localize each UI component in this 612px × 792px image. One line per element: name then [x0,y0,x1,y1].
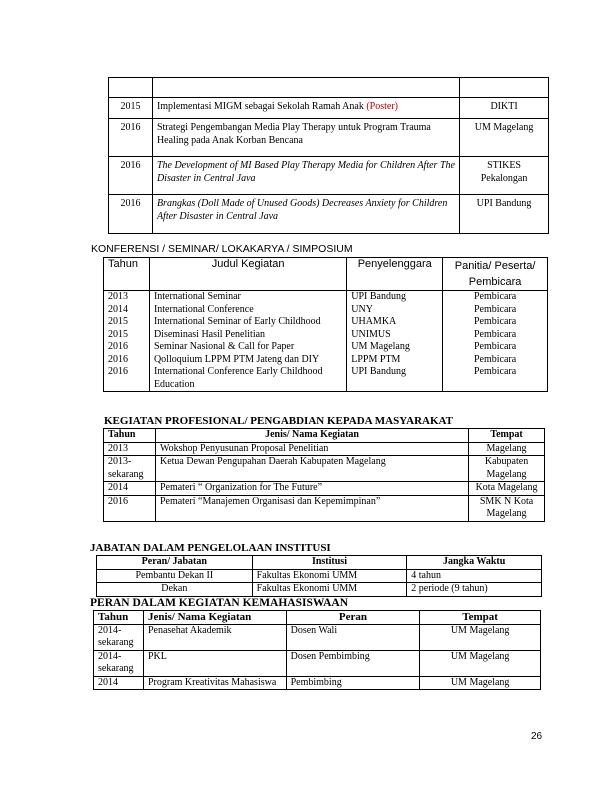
profesional-heading: KEGIATAN PROFESIONAL/ PENGABDIAN KEPADA MASYARAKAT [104,415,453,427]
year-cell: 2014 [94,676,144,690]
table-row [109,78,549,98]
table-row [109,195,549,234]
role-cell: Pembicara [443,316,548,329]
header-title: Judul Kegiatan [149,258,346,291]
title-cell: Implementasi MIGM sebagai Sekolah Ramah Anak (Poster) [152,98,459,119]
funder-cell: DIKTI [460,98,549,119]
period-cell: 4 tahun [407,569,542,583]
year-cell [109,78,153,98]
table-row [104,329,548,342]
funder-cell: UPI Bandung [460,195,549,234]
jabatan-table [96,555,542,597]
role-cell: Pembicara [443,366,548,392]
activity-cell: Ketua Dewan Pengupahan Daerah Kabupaten Magelang [155,456,468,482]
organizer-cell: UM Magelang [347,341,443,354]
place-cell: Kabupaten Magelang [469,456,545,482]
institution-cell: Fakultas Ekonomi UMM [252,569,407,583]
title-cell: The Development of MI Based Play Therapy Media for Children After The Disaster in Central Java [152,157,459,195]
table-row [104,341,548,354]
header-role: Panitia/ Peserta/ Pembicara [443,258,548,291]
table-header-row [94,611,541,625]
header-role: Peran [286,611,420,625]
header-period: Jangka Waktu [407,556,542,570]
activity-cell: Penasehat Akademik [143,624,286,650]
table-row [97,583,542,597]
organizer-cell: UNY [347,304,443,317]
funder-cell: STIKES Pekalongan [460,157,549,195]
year-cell: 2014 [104,304,150,317]
role-cell: Pembicara [443,354,548,367]
table-row [104,316,548,329]
activity-cell: Pemateri “Manajemen Organisasi dan Kepemimpinan” [155,495,468,521]
title-cell: International Seminar [149,291,346,304]
activity-cell: Program Kreativitas Mahasiswa [143,676,286,690]
header-place: Tempat [469,429,545,443]
table-header-row [97,556,542,570]
organizer-cell: UNIMUS [347,329,443,342]
title-cell: International Conference [149,304,346,317]
year-cell: 2016 [109,119,153,157]
role-cell: Dosen Pembimbing [286,650,420,676]
jabatan-heading: JABATAN DALAM PENGELOLAAN INSTITUSI [90,542,331,554]
role-cell: Dosen Wali [286,624,420,650]
table-row [109,157,549,195]
organizer-cell: UHAMKA [347,316,443,329]
role-cell: Pembicara [443,291,548,304]
funder-cell [460,78,549,98]
year-cell: 2016 [104,341,150,354]
institution-cell: Fakultas Ekonomi UMM [252,583,407,597]
title-cell: International Conference Early Childhood Education [149,366,346,392]
year-cell: 2016 [104,495,156,521]
table-row [104,482,545,496]
year-cell: 2015 [104,316,150,329]
header-activity: Jenis/ Nama Kegiatan [143,611,286,625]
activity-cell: Wokshop Penyusunan Proposal Penelitian [155,442,468,456]
title-cell: Brangkas (Doll Made of Unused Goods) Decreases Anxiety for Children After Disaster in Central Java [152,195,459,234]
role-cell: Pembicara [443,304,548,317]
period-cell: 2 periode (9 tahun) [407,583,542,597]
title-cell: Diseminasi Hasil Penelitian [149,329,346,342]
table-row [104,456,545,482]
header-role: Peran/ Jabatan [97,556,253,570]
kemahasiswaan-table [93,610,541,690]
year-cell: 2016 [109,195,153,234]
title-cell [152,78,459,98]
table-row [104,291,548,304]
activity-cell: Pemateri “ Organization for The Future” [155,482,468,496]
place-cell: Kota Magelang [469,482,545,496]
place-cell: Magelang [469,442,545,456]
role-cell: Pembimbing [286,676,420,690]
role-cell: Pembantu Dekan II [97,569,253,583]
research-table [108,77,549,234]
table-header-row [104,258,548,291]
title-cell: Seminar Nasional & Call for Paper [149,341,346,354]
year-cell: 2014-sekarang [94,624,144,650]
role-cell: Dekan [97,583,253,597]
table-row [94,624,541,650]
title-cell: Qolloquium LPPM PTM Jateng dan DIY [149,354,346,367]
organizer-cell: LPPM PTM [347,354,443,367]
place-cell: SMK N Kota Magelang [469,495,545,521]
table-row [94,676,541,690]
year-cell: 2014 [104,482,156,496]
year-cell: 2016 [109,157,153,195]
table-row [104,304,548,317]
funder-cell: UM Magelang [460,119,549,157]
header-activity: Jenis/ Nama Kegiatan [155,429,468,443]
year-cell: 2014-sekarang [94,650,144,676]
place-cell: UM Magelang [420,676,541,690]
konferensi-heading: KONFERENSI / SEMINAR/ LOKAKARYA / SIMPOSIUM [91,243,353,255]
title-cell: Strategi Pengembangan Media Play Therapy untuk Program Trauma Healing pada Anak Korban Bencana [152,119,459,157]
header-organizer: Penyelenggara [347,258,443,291]
role-cell: Pembicara [443,329,548,342]
header-year: Tahun [104,258,150,291]
profesional-table [103,428,545,522]
year-cell: 2015 [109,98,153,119]
table-row [104,366,548,392]
organizer-cell: UPI Bandung [347,291,443,304]
year-cell: 2015 [104,329,150,342]
header-year: Tahun [94,611,144,625]
kemahasiswaan-heading: PERAN DALAM KEGIATAN KEMAHASISWAAN [90,597,349,609]
table-row [94,650,541,676]
table-row [104,442,545,456]
table-row [104,495,545,521]
header-place: Tempat [420,611,541,625]
organizer-cell: UPI Bandung [347,366,443,392]
year-cell: 2016 [104,366,150,392]
header-year: Tahun [104,429,156,443]
role-cell: Pembicara [443,341,548,354]
year-cell: 2013-sekarang [104,456,156,482]
table-row [109,98,549,119]
table-header-row [104,429,545,443]
place-cell: UM Magelang [420,624,541,650]
table-row [104,354,548,367]
activity-cell: PKL [143,650,286,676]
poster-tag: (Poster) [366,101,399,112]
title-cell: International Seminar of Early Childhood [149,316,346,329]
page-number: 26 [531,731,543,742]
year-cell: 2016 [104,354,150,367]
table-row [97,569,542,583]
place-cell: UM Magelang [420,650,541,676]
year-cell: 2013 [104,442,156,456]
header-institution: Institusi [252,556,407,570]
table-row [109,119,549,157]
year-cell: 2013 [104,291,150,304]
konferensi-table [103,257,548,392]
